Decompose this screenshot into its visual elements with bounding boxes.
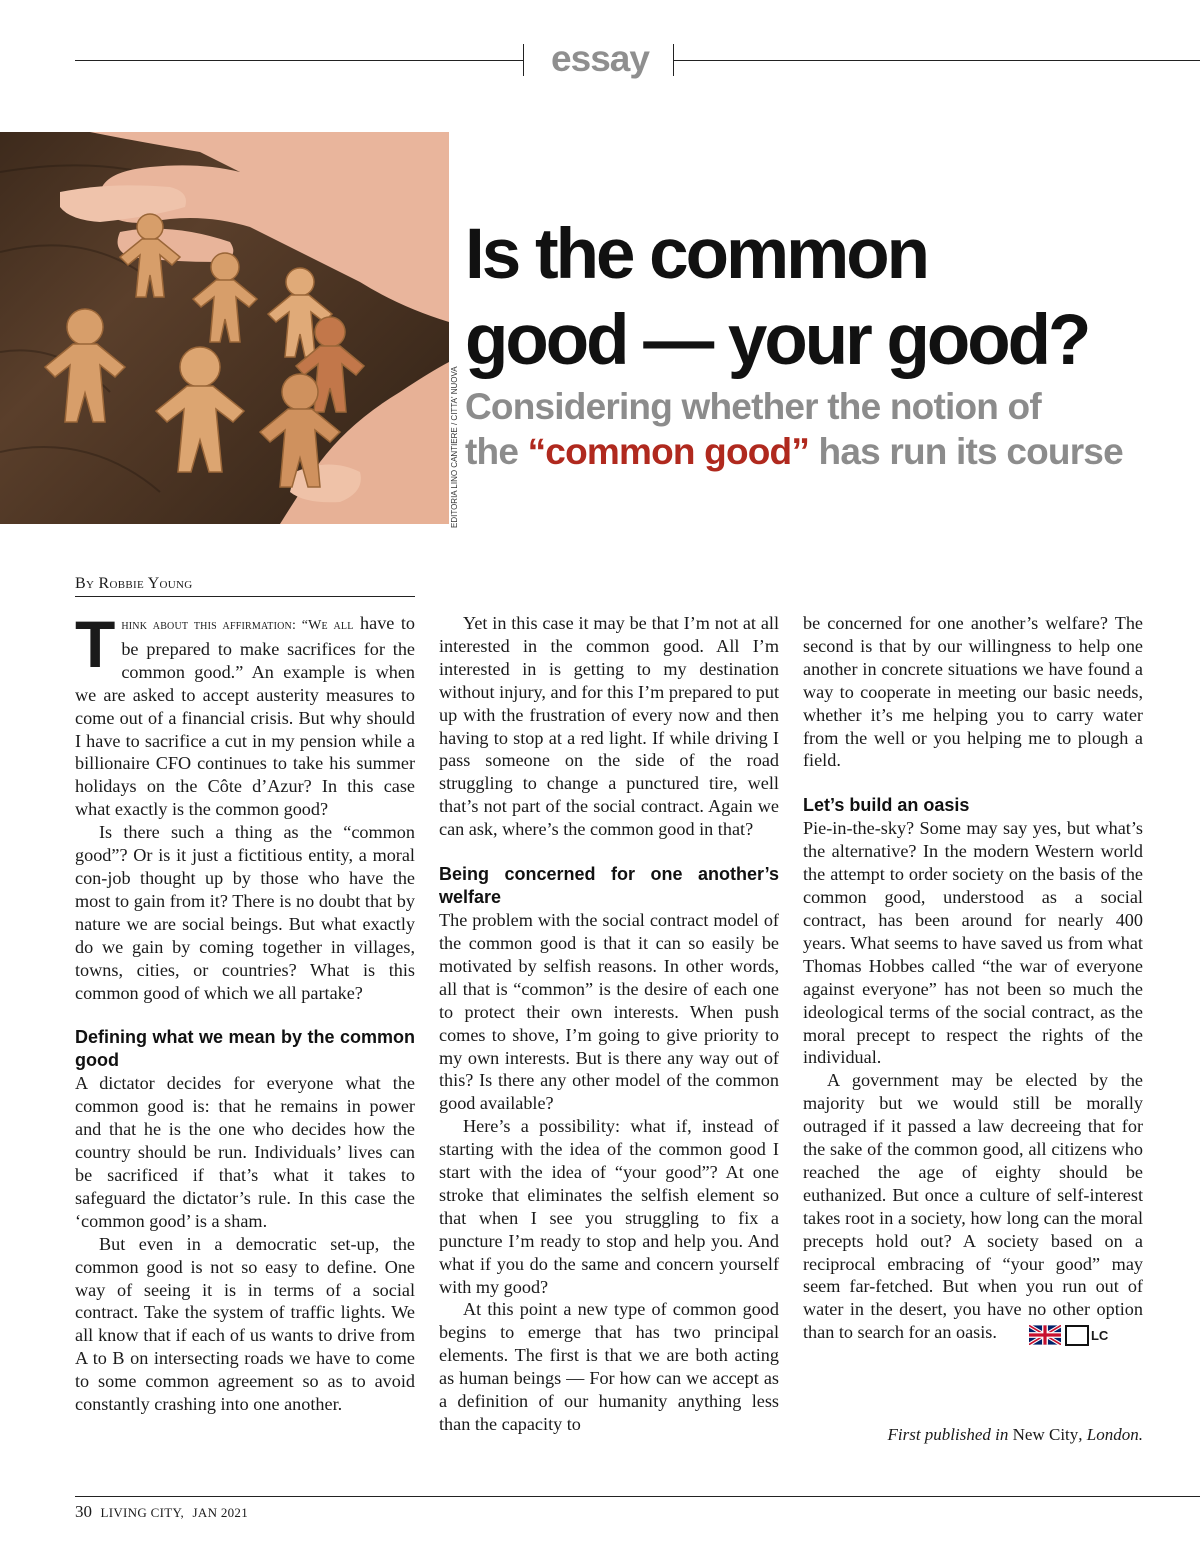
paragraph: At this point a new type of common good begins to emerge that has two principal elements. The first is that we are both acting as human beings — For how can we accept as a definition of our humanity anything less than the capacity to	[439, 1299, 779, 1434]
paragraph: Is there such a thing as the “common good”? Or is it just a fictitious entity, a moral con-job thought up by those who have the most to gain from it? There is no doubt that by nature we are social beings. But what exactly do we gain by coming together in villages, towns, cities, or countries? What is this common good of which we all partake?	[75, 822, 415, 1003]
hero-photo	[0, 132, 449, 524]
subheading: Let’s build an oasis	[803, 795, 970, 816]
paragraph	[75, 607, 415, 821]
section-label: essay	[551, 38, 649, 79]
standfirst-highlight: “common good”	[527, 431, 810, 472]
uk-flag-icon	[1029, 1325, 1061, 1345]
standfirst-part-2: the	[465, 431, 528, 472]
standfirst-line-1: Considering whether the notion of	[465, 386, 1041, 427]
byline: By Robbie Young	[75, 575, 415, 597]
header-rule-right	[673, 60, 1200, 61]
paragraph: Yet in this case it may be that I’m not at all interested in the common good. All I’m interested in is getting to my destination without injury, and for this I’m prepared to put up with the frustration of every now and then having to stop at a red light. If while driving I pass someone on the side of the road struggling to change a punctured tire, well that’s not part of the social contract. Again we can ask, where’s the common good in that?	[439, 613, 779, 840]
hands-and-figures-illustration	[0, 132, 449, 524]
standfirst	[465, 384, 1185, 474]
paragraph: be concerned for one another’s welfare? The second is that by our willingness to help one another in concrete situations we have found a way to cooperate in meeting our basic needs, whether it’s me helping you to carry water from the well or you helping me to plough a field.	[803, 613, 1143, 771]
end-marks	[1005, 1322, 1109, 1345]
paragraph: Pie-in-the-sky? Some may say yes, but what’s the alternative? In the modern Western world the attempt to order society on the basis of the common good, understood as a social contract, has been around for nearly 400 years. What seems to have saved us from what Thomas Hobbes called “the war of everyone against everyone” has not been so much the ideological terms of the social contract, as the moral precept to respect the rights of the individual.	[803, 818, 1143, 1068]
paragraph-text: have to be prepared to make sacrifices for the common good.” An example is when we are asked to accept austerity measures to come out of a financial crisis. But why should I have to sacrifice a cut in my pension while a billionaire CFO continues to take his summer holidays on the Côte d’Azur? In this case what exactly is the common good?	[75, 613, 415, 820]
article-column-3	[803, 612, 1143, 1346]
first-published-note	[803, 1425, 1143, 1445]
photo-credit: EDITORIA LINO CANTIERE / CITTA' NUOVA	[450, 366, 459, 528]
standfirst-part-3: has run its course	[809, 431, 1123, 472]
issue-date: JAN 2021	[192, 1505, 249, 1520]
lc-logo-icon: LC	[1065, 1325, 1089, 1346]
subheading: Being concerned for one another’s welfare	[439, 864, 779, 908]
standfirst-line-2	[465, 429, 1185, 474]
first-published-publication: New City	[1008, 1425, 1079, 1444]
headline	[465, 212, 1185, 384]
paragraph: But even in a democratic set-up, the common good is not so easy to define. One way of seeing it is in terms of a social contract. Take the system of traffic lights. We all know that if each of us wants to drive from A to B on intersecting roads we have to come to some common agreement so as to avoid constantly crashing into one another.	[75, 1233, 415, 1415]
footer-rule	[75, 1496, 1200, 1497]
paragraph: A dictator decides for everyone what the common good is: that he remains in power and that he is the one who decides how the country should be run. Individuals’ lives can be sacrificed if that’s what it takes to safeguard the dictator’s rule. In this case the ‘common good’ is a sham.	[75, 1073, 415, 1231]
page-number: 30	[75, 1502, 92, 1521]
headline-line-2: good — your good?	[465, 301, 1089, 380]
paragraph: Here’s a possibility: what if, instead of starting with the idea of the common good I start with the idea of “your good”? At one stroke that eliminates the selfish element so that when I see you struggling to fix a puncture I’m ready to stop and help you. And what if you do the same and concern yourself with my good?	[439, 1116, 779, 1297]
header-rule-left	[75, 60, 523, 61]
header-tick-left	[523, 44, 524, 76]
paragraph: The problem with the social contract model of the common good is that it can so easily be motivated by selfish reasons. In other words, all that is “common” is the desire of each one to protect their own interests. When push comes to shove, I’m going to give priority to my own interests. But is there any way out of this? Is there any other model of the common good available?	[439, 910, 779, 1114]
magazine-name: LIVING CITY,	[100, 1505, 185, 1520]
article-column-2	[439, 612, 779, 1436]
subheading: Defining what we mean by the common good	[75, 1027, 415, 1071]
headline-line-1: Is the common	[465, 215, 928, 294]
folio	[75, 1502, 248, 1522]
paragraph-text: A government may be elected by the majority but we would still be morally outraged if it passed a law decreeing that for the sake of the common good, all citizens who reached the age of eighty should be euthanized. But once a culture of self-interest takes root in a society, how long can the moral precepts hold out? A society based on a reciprocal embracing of “your good” may seem far-fetched. But when you run out of water in the desert, you have no other option than to search for an oasis.	[803, 1070, 1143, 1343]
article-column-1	[75, 607, 415, 1416]
drop-cap: T	[75, 607, 116, 681]
paragraph	[803, 1069, 1143, 1345]
first-published-prefix: First published in	[887, 1425, 1009, 1444]
lead-in-caps: hink about this affirmation: “We all	[121, 618, 354, 633]
first-published-place: , London.	[1078, 1425, 1143, 1444]
